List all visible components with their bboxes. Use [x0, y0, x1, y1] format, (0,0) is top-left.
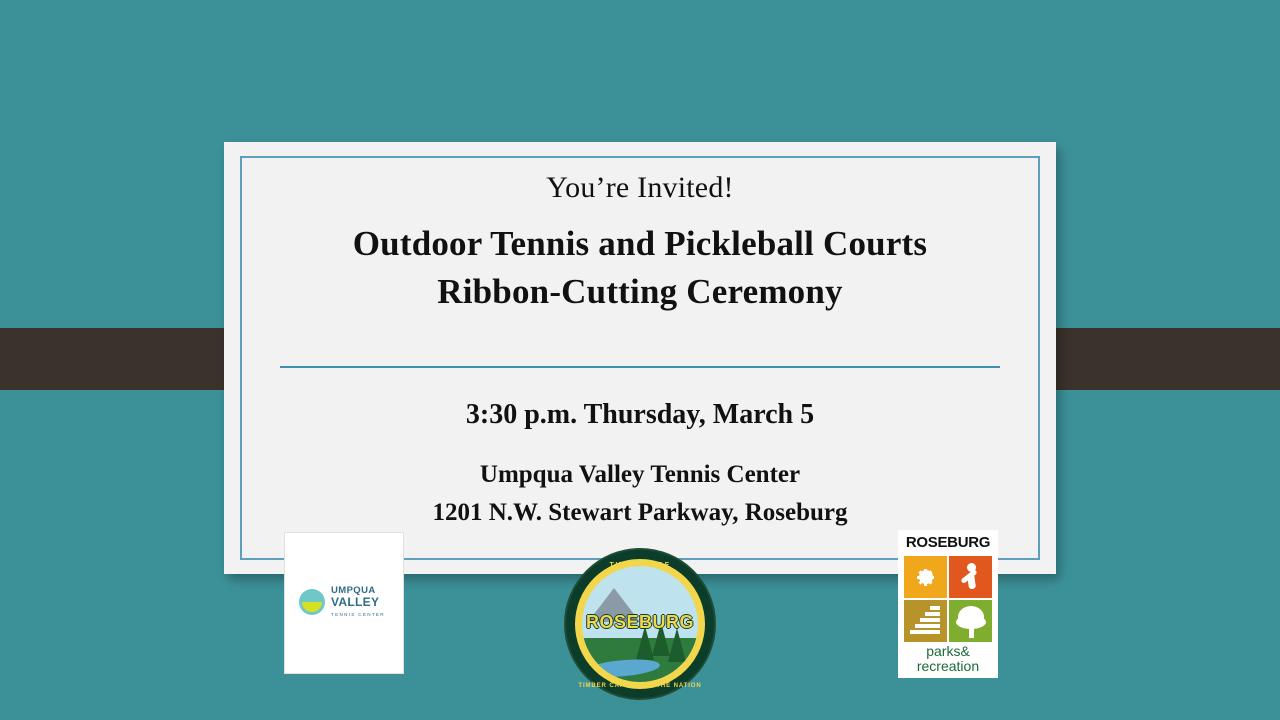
- tree-icon: [949, 600, 992, 642]
- parks-label-line2: recreation: [916, 658, 980, 674]
- invitation-venue-block: [224, 456, 1056, 532]
- invitation-title: [224, 220, 1056, 316]
- invitation-time: 3:30 p.m. Thursday, March 5: [465, 399, 815, 430]
- parks-label: [898, 644, 998, 674]
- uvtc-line1: UMPQUA: [331, 585, 376, 596]
- seal-bottom-text: TIMBER CAPITAL OF THE NATION: [578, 683, 702, 689]
- city-of-roseburg-seal-logo: [566, 550, 714, 698]
- parks-icon-grid: [904, 556, 992, 642]
- section-divider: [280, 366, 1000, 368]
- seal-banner-text: ROSEBURG: [585, 612, 694, 632]
- invitation-card: [224, 142, 1056, 574]
- uvtc-wordmark: [331, 585, 385, 619]
- invitation-kicker: You’re Invited!: [546, 171, 734, 204]
- person-icon: [949, 556, 992, 598]
- invitation-title-line2: Ribbon-Cutting Ceremony: [437, 272, 843, 311]
- parks-label-line1: parks&: [926, 643, 970, 659]
- seal-top-text: THE CITY OF: [609, 562, 671, 569]
- ribbon-band-right: [1018, 328, 1280, 390]
- tree-icon: [668, 628, 686, 662]
- ribbon-band-left: [0, 328, 262, 390]
- stairs-icon: [904, 600, 947, 642]
- umpqua-valley-tennis-center-logo: [284, 532, 404, 674]
- sun-icon: [904, 556, 947, 598]
- uvtc-line2: VALLEY: [331, 595, 380, 609]
- parks-wordmark: ROSEBURG: [905, 534, 991, 551]
- uvtc-line3: TENNIS CENTER: [331, 612, 385, 617]
- invitation-venue-address: 1201 N.W. Stewart Parkway, Roseburg: [432, 499, 848, 526]
- invitation-venue-name: Umpqua Valley Tennis Center: [479, 461, 801, 488]
- invitation-heading-block: [224, 168, 1056, 316]
- invitation-title-line1: Outdoor Tennis and Pickleball Courts: [352, 224, 928, 263]
- roseburg-parks-recreation-logo: [898, 530, 998, 678]
- tennis-ball-icon: [299, 587, 329, 617]
